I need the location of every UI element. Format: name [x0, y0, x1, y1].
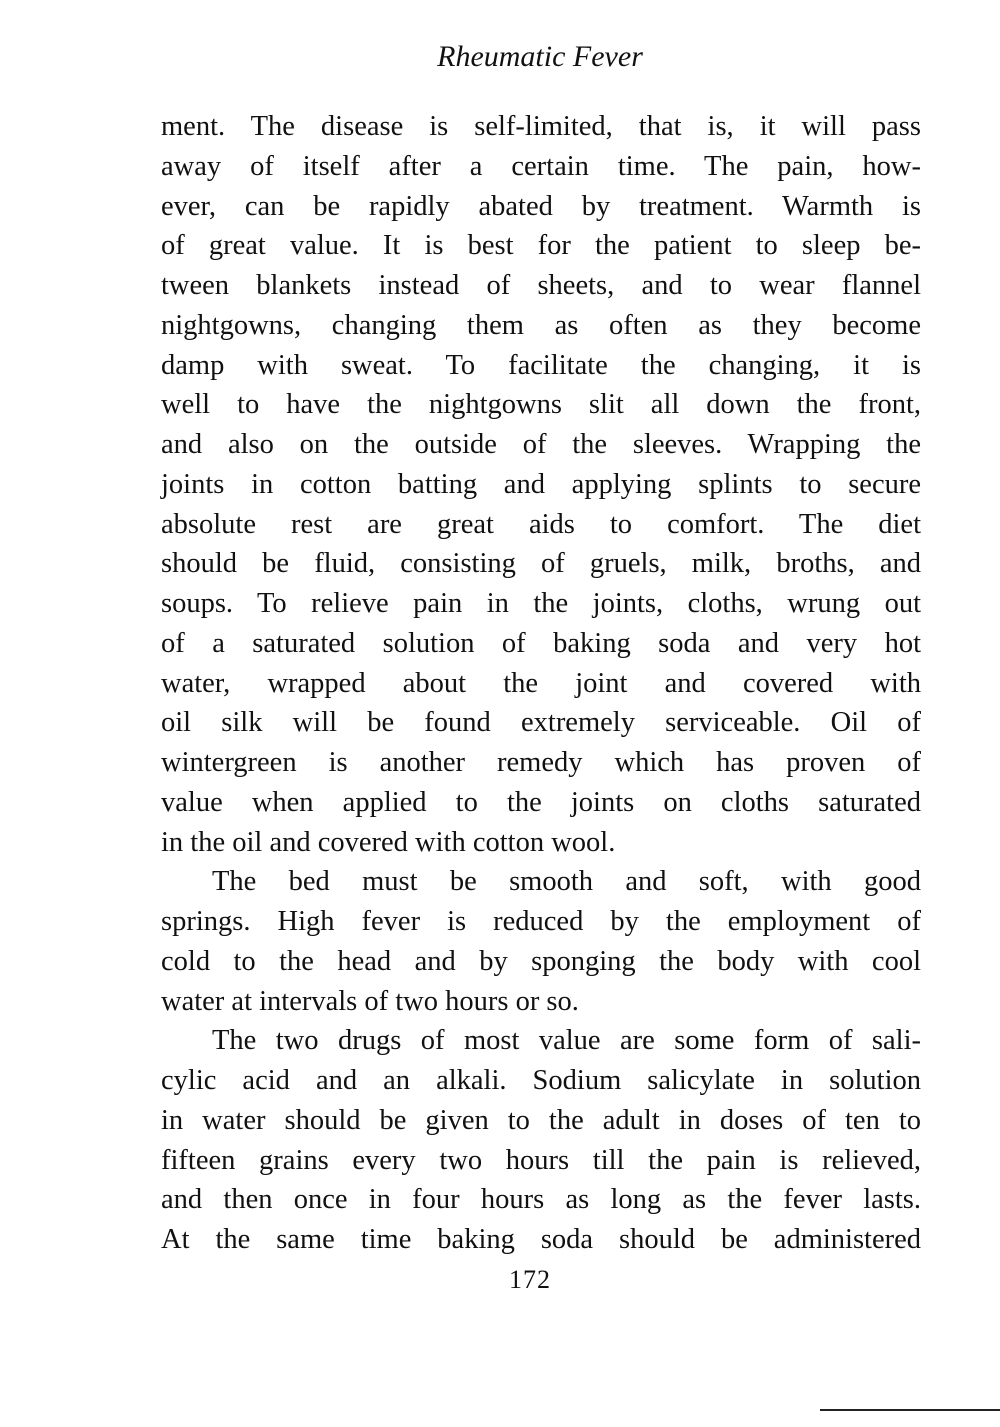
text-line: value when applied to the joints on cloths saturated [161, 786, 921, 818]
text-line: wintergreen is another remedy which has proven of [161, 747, 921, 778]
text-line: and also on the outside of the sleeves. Wrapping the [161, 429, 921, 460]
text-line: springs. High fever is reduced by the employment of [161, 906, 921, 937]
text-line: in the oil and covered with cotton wool. [161, 826, 616, 858]
text-line: absolute rest are great aids to comfort. The diet [161, 508, 921, 540]
text-line: well to have the nightgowns slit all down the front, [161, 389, 921, 421]
paragraph [161, 107, 921, 862]
running-header-title: Rheumatic Fever [437, 40, 643, 73]
text-line: cold to the head and by sponging the body with cool [161, 945, 921, 977]
text-line: ever, can be rapidly abated by treatment. Warmth is [161, 190, 921, 222]
page-number: 172 [509, 1265, 551, 1294]
text-line: and then once in four hours as long as the fever lasts. [161, 1184, 921, 1216]
paragraph [161, 1021, 921, 1260]
text-line: At the same time baking soda should be administered [161, 1224, 921, 1255]
text-line: oil silk will be found extremely serviceable. Oil of [161, 707, 921, 739]
text-line: ment. The disease is self-limited, that is, it will pass [161, 111, 921, 142]
text-line: joints in cotton batting and applying splints to secure [161, 468, 921, 500]
text-line: should be fluid, consisting of gruels, milk, broths, and [161, 548, 921, 580]
text-line: fifteen grains every two hours till the pain is relieved, [161, 1144, 921, 1176]
paragraph [161, 862, 921, 1021]
page-body-text [161, 107, 921, 1260]
scan-edge-line [820, 1409, 1000, 1411]
text-line: cylic acid and an alkali. Sodium salicylate in solution [161, 1065, 921, 1096]
text-line: The two drugs of most value are some form of sali- [212, 1025, 921, 1057]
text-line: nightgowns, changing them as often as they become [161, 309, 921, 341]
text-line: water, wrapped about the joint and covered with [161, 667, 921, 699]
text-line: water at intervals of two hours or so. [161, 985, 579, 1017]
text-line: The bed must be smooth and soft, with good [212, 866, 921, 898]
text-line: in water should be given to the adult in doses of ten to [161, 1104, 921, 1136]
text-line: tween blankets instead of sheets, and to wear flannel [161, 270, 921, 301]
text-line: of great value. It is best for the patient to sleep be- [161, 230, 921, 262]
text-line: of a saturated solution of baking soda and very hot [161, 627, 921, 659]
text-line: away of itself after a certain time. The pain, how- [161, 150, 921, 182]
text-line: damp with sweat. To facilitate the changing, it is [161, 349, 921, 381]
text-line: soups. To relieve pain in the joints, cloths, wrung out [161, 588, 921, 619]
